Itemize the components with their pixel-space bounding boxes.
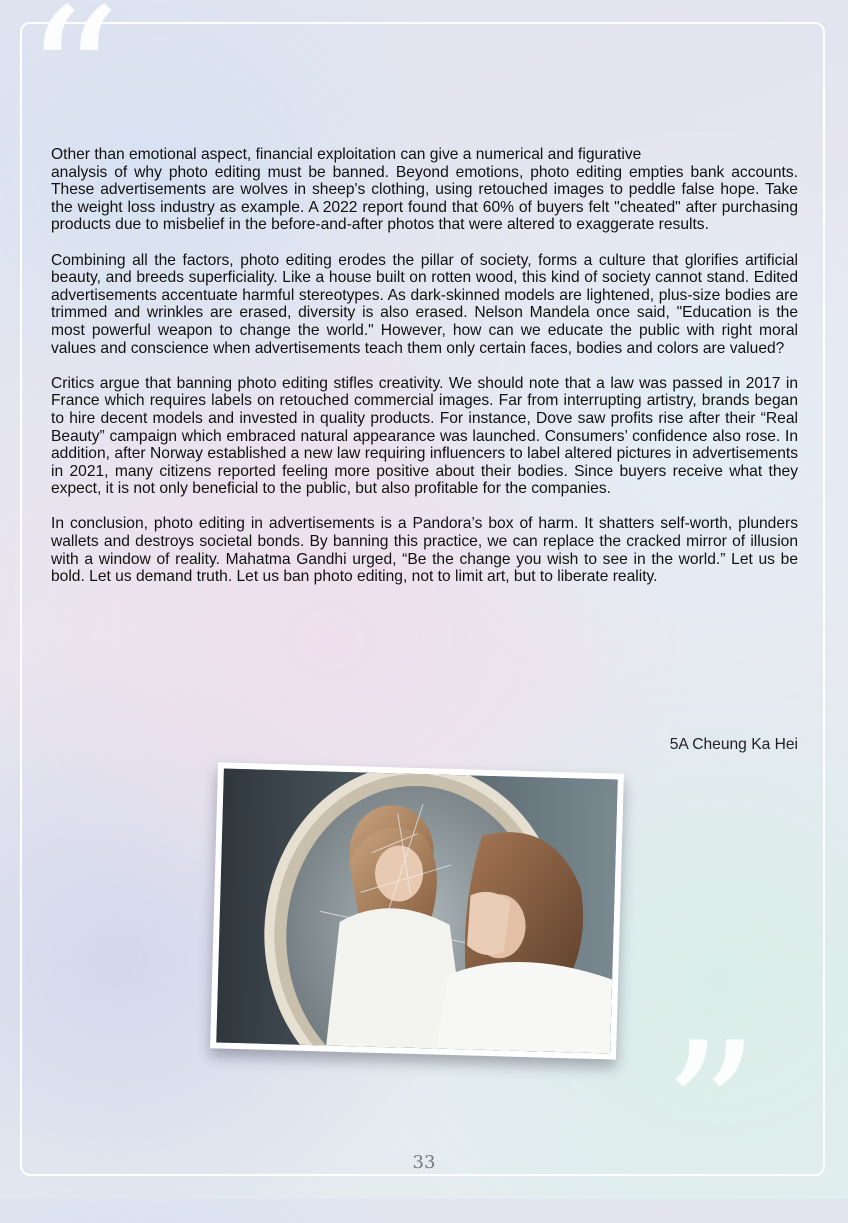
mirror-photo-frame xyxy=(210,762,624,1059)
paragraph-financial-exploitation xyxy=(51,146,798,234)
mirror-photo xyxy=(216,769,617,1054)
close-quote-icon: ” xyxy=(662,1002,760,1223)
mirror-photo-illustration xyxy=(216,769,617,1054)
paragraph-society: Combining all the factors, photo editing erodes the pillar of society, forms a culture that glorifies artificial beauty, and breeds superficiality. Like a house built on rotten wood, this kind of society cannot stand. Edited advertisements accentuate harmful stereotypes. As dark-skinned models are lightened, plus-size bodies are trimmed and wrinkles are erased, diversity is also erased. Nelson Mandela once said, "Education is the most powerful weapon to change the world." However, how can we educate the public with right moral values and conscience when advertisements teach them only certain faces, bodies and colors are valued? xyxy=(51,251,798,357)
paragraph-continuation: analysis of why photo editing must be banned. Beyond emotions, photo editing empties bank accounts. These advertisements are wolves in sheep's clothing, using retouched images to peddle false hope. Take the weight loss industry as example. A 2022 report found that 60% of buyers felt "cheated" after purchasing products due to misbelief in the before-and-after photos that were altered to exaggerate results. xyxy=(51,163,798,234)
open-quote-icon: “ xyxy=(24,0,122,189)
paragraph-first-line: Other than emotional aspect, financial exploitation can give a numerical and figurative xyxy=(51,146,642,163)
paragraph-critics: Critics argue that banning photo editing stifles creativity. We should note that a law was passed in 2017 in France which requires labels on retouched commercial images. Far from interrupting artistry, brands began to hire decent models and invested in quality products. For instance, Dove saw profits rise after their “Real Beauty” campaign which embraced natural appearance was launched. Consumers’ confidence also rose. In addition, after Norway established a new law requiring influencers to label altered pictures in advertisements in 2021, many citizens reported feeling more positive about their bodies. Since buyers receive what they expect, it is not only beneficial to the public, but also profitable for the companies. xyxy=(51,374,798,498)
author-credit: 5A Cheung Ka Hei xyxy=(669,736,798,753)
paragraph-conclusion: In conclusion, photo editing in advertisements is a Pandora’s box of harm. It shatters self-worth, plunders wallets and destroys societal bonds. By banning this practice, we can replace the cracked mirror of illusion with a window of reality. Mahatma Gandhi urged, “Be the change you wish to see in the world.” Let us be bold. Let us demand truth. Let us ban photo editing, not to limit art, but to liberate reality. xyxy=(51,515,798,586)
article-body xyxy=(51,146,798,603)
page-number: 33 xyxy=(412,1152,436,1173)
